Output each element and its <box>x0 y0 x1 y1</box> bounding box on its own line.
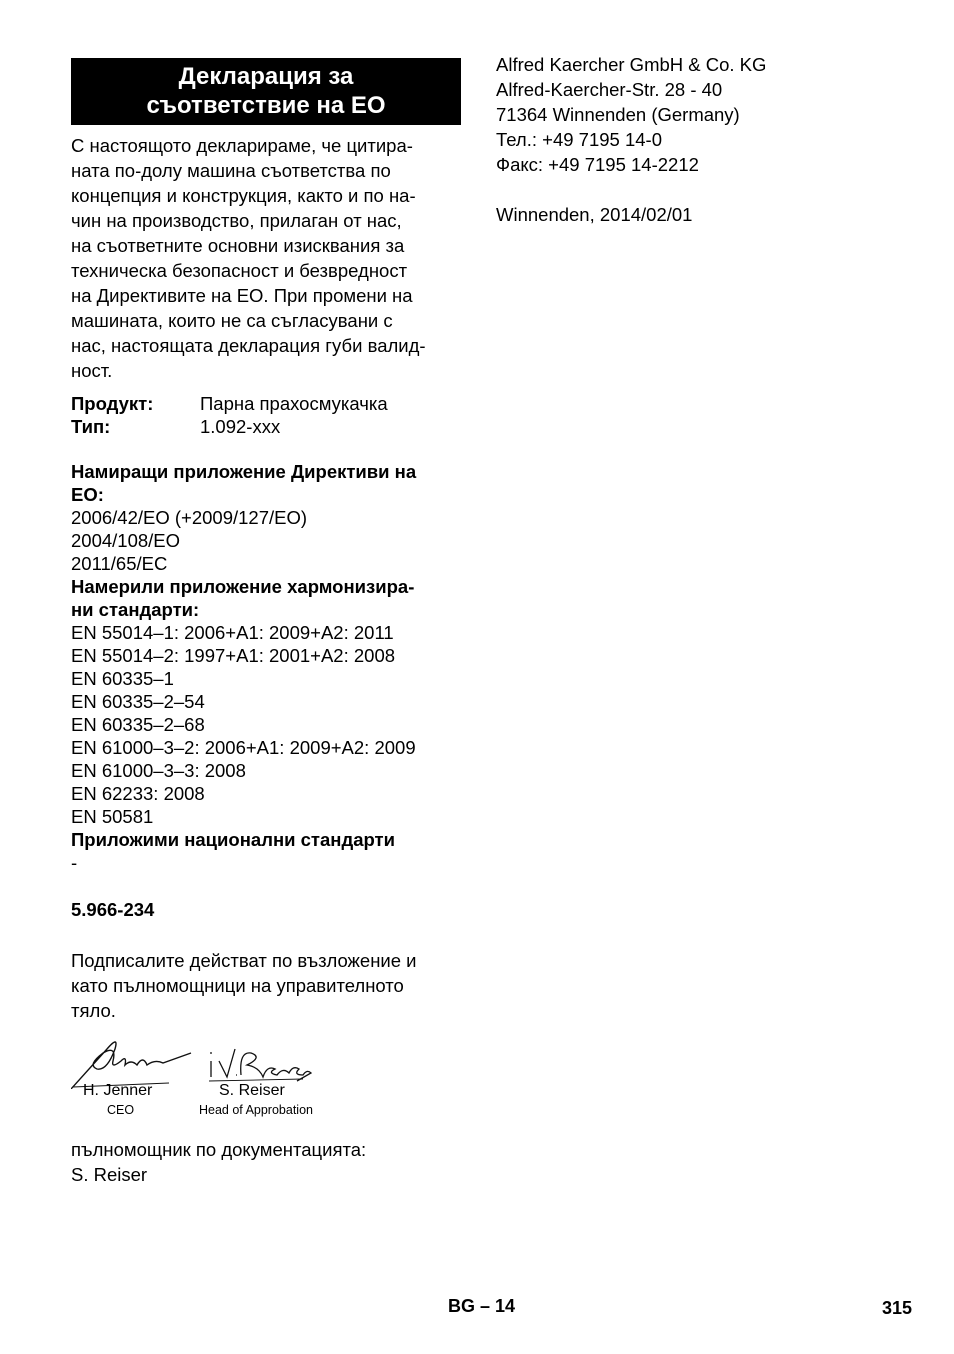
standards-section <box>71 575 461 828</box>
product-value: Парна прахосмукачка <box>200 393 388 414</box>
type-value: 1.092-xxx <box>200 416 281 437</box>
directive-item: 2006/42/ЕО (+2009/127/ЕО) <box>71 507 308 528</box>
intro-line: на съответните основни изисквания за <box>71 235 405 256</box>
standard-item: EN 60335–2–68 <box>71 714 205 735</box>
company-line: Alfred-Kaercher-Str. 28 - 40 <box>496 79 723 100</box>
doc-agent-label: пълномощник по документацията: <box>71 1139 367 1160</box>
national-section <box>71 828 461 874</box>
right-column <box>496 52 916 227</box>
standard-item: EN 50581 <box>71 806 154 827</box>
standard-item: EN 60335–2–54 <box>71 691 205 712</box>
signatories-line: Подписалите действат по възложение и <box>71 950 417 971</box>
directives-title: Намиращи приложение Директиви на <box>71 461 417 482</box>
intro-line: машината, които не са съгласувани с <box>71 310 393 331</box>
documentation-agent <box>71 1137 461 1187</box>
intro-line: на Директивите на ЕО. При промени на <box>71 285 413 306</box>
directive-item: 2004/108/ЕО <box>71 530 181 551</box>
doc-agent-name: S. Reiser <box>71 1164 148 1185</box>
signature-block <box>71 1039 461 1125</box>
type-label: Тип: <box>71 416 111 437</box>
footer-language-page: BG – 14 <box>448 1296 516 1316</box>
title-line-2: съответствие на ЕО <box>146 92 386 119</box>
company-line: Тел.: +49 7195 14-0 <box>496 129 662 150</box>
standard-item: EN 61000–3–2: 2006+A1: 2009+A2: 2009 <box>71 737 416 758</box>
signatories-line: тяло. <box>71 1000 116 1021</box>
title-line-1: Декларация за <box>178 63 354 90</box>
directives-section <box>71 460 461 575</box>
standards-title: Намерили приложение хармонизира- <box>71 576 415 597</box>
signatories-paragraph <box>71 948 461 1023</box>
signer-name: S. Reiser <box>219 1082 285 1099</box>
product-label: Продукт: <box>71 393 154 414</box>
national-title: Приложими национални стандарти <box>71 829 395 850</box>
standard-item: EN 55014–1: 2006+A1: 2009+A2: 2011 <box>71 622 394 643</box>
footer-page-number: 315 <box>881 1298 912 1318</box>
signatories-line: като пълномощници на управителното <box>71 975 404 996</box>
standard-item: EN 62233: 2008 <box>71 783 205 804</box>
directives-title: ЕО: <box>71 484 104 505</box>
page-title <box>71 58 461 125</box>
product-info <box>71 392 461 438</box>
standards-title: ни стандарти: <box>71 599 200 620</box>
intro-line: чин на производство, прилаган от нас, <box>71 210 402 231</box>
document-number: 5.966-234 <box>71 899 155 920</box>
signer-name: H. Jenner <box>83 1082 153 1099</box>
intro-line: концепция и конструкция, както и по на- <box>71 185 416 206</box>
standard-item: EN 55014–2: 1997+A1: 2001+A2: 2008 <box>71 645 396 666</box>
intro-line: техническа безопасност и безвредност <box>71 260 408 281</box>
intro-paragraph <box>71 133 461 383</box>
standard-item: EN 61000–3–3: 2008 <box>71 760 246 781</box>
company-line: Факс: +49 7195 14-2212 <box>496 154 699 175</box>
signer-role: CEO <box>107 1103 135 1117</box>
company-line: Alfred Kaercher GmbH & Co. KG <box>496 54 767 75</box>
intro-line: С настоящото декларираме, че цитира- <box>71 135 413 156</box>
intro-line: нас, настоящата декларация губи валид- <box>71 335 426 356</box>
intro-line: ност. <box>71 360 113 381</box>
national-value: - <box>71 852 78 873</box>
left-column <box>71 58 461 1187</box>
company-line: 71364 Winnenden (Germany) <box>496 104 740 125</box>
standard-item: EN 60335–1 <box>71 668 174 689</box>
intro-line: ната по-долу машина съответства по <box>71 160 391 181</box>
signer-role: Head of Approbation <box>199 1103 313 1117</box>
place-date: Winnenden, 2014/02/01 <box>496 204 693 225</box>
directive-item: 2011/65/EC <box>71 553 168 574</box>
